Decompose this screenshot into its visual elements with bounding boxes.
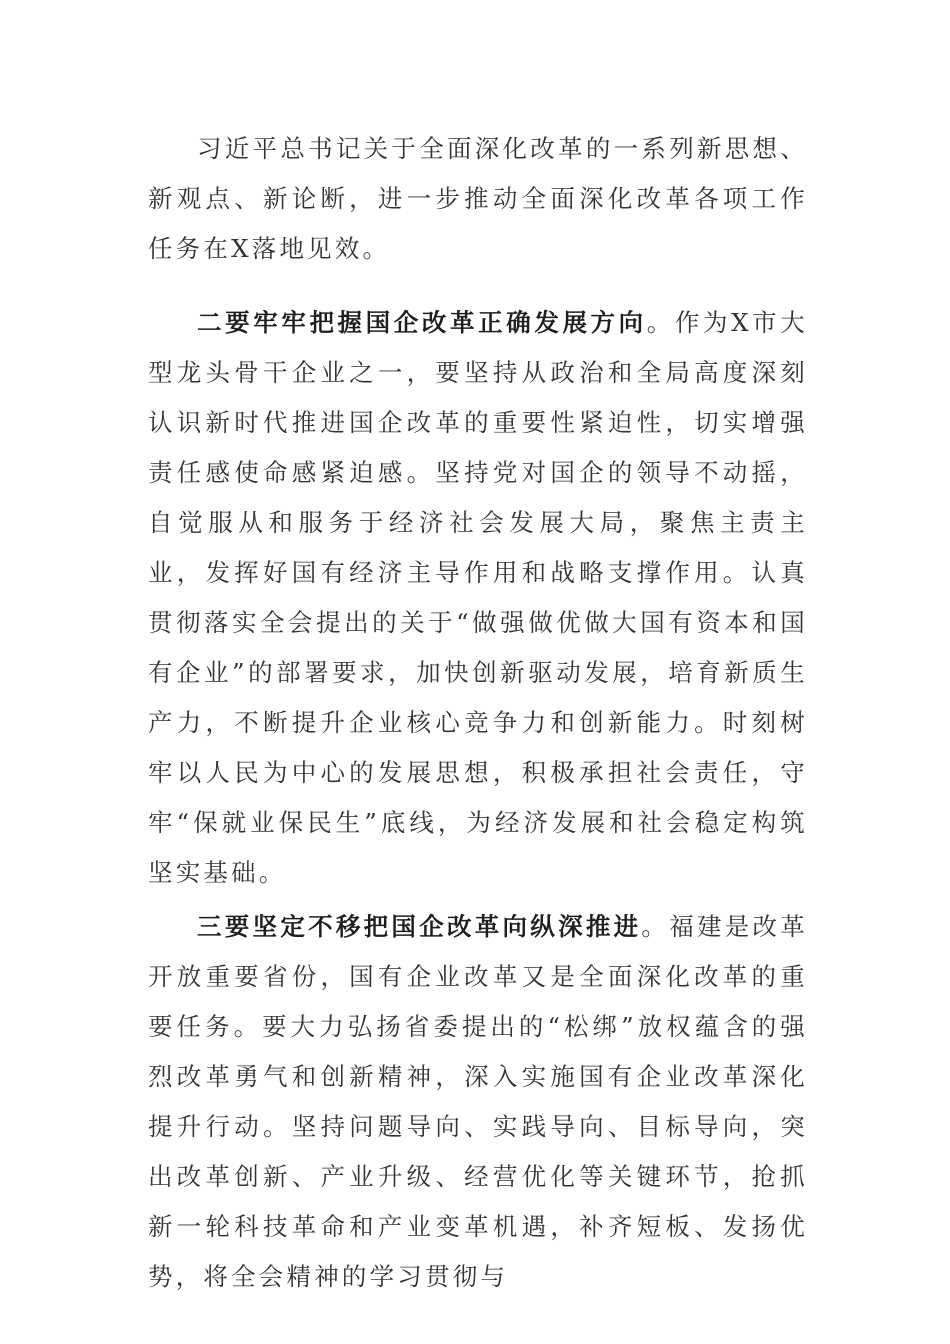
paragraph-2 <box>148 298 808 898</box>
document-body <box>148 124 808 1302</box>
paragraph-1 <box>148 124 808 274</box>
paragraph-3 <box>148 902 808 1302</box>
paragraph-3-text: 。福建是改革开放重要省份，国有企业改革又是全面深化改革的重要任务。要大力弘扬省委提出的“松绑”放权蕴含的强烈改革勇气和创新精神，深入实施国有企业改革深化提升行动。坚持问题导向、实践导向、目标导向，突出改革创新、产业升级、经营优化等关键环节，抢抓新一轮科技革命和产业变革机遇，补齐短板、发扬优势，将全会精神的学习贯彻与 <box>148 912 809 1291</box>
paragraph-2-text: 。作为X市大型龙头骨干企业之一，要坚持从政治和全局高度深刻认识新时代推进国企改革的重要性紧迫性，切实增强责任感使命感紧迫感。坚持党对国企的领导不动摇，自觉服从和服务于经济社会发展大局，聚焦主责主业，发挥好国有经济主导作用和战略支撑作用。认真贯彻落实全会提出的关于“做强做优做大国有资本和国有企业”的部署要求，加快创新驱动发展，培育新质生产力，不断提升企业核心竞争力和创新能力。时刻树牢以人民为中心的发展思想，积极承担社会责任，守牢“保就业保民生”底线，为经济发展和社会稳定构筑坚实基础。 <box>148 308 808 887</box>
paragraph-2-heading: 二要牢牢把握国企改革正确发展方向 <box>197 308 647 337</box>
paragraph-1-text: 习近平总书记关于全面深化改革的一系列新思想、新观点、新论断，进一步推动全面深化改革各项工作任务在X落地见效。 <box>148 134 808 263</box>
paragraph-3-heading: 三要坚定不移把国企改革向纵深推进 <box>197 912 642 941</box>
